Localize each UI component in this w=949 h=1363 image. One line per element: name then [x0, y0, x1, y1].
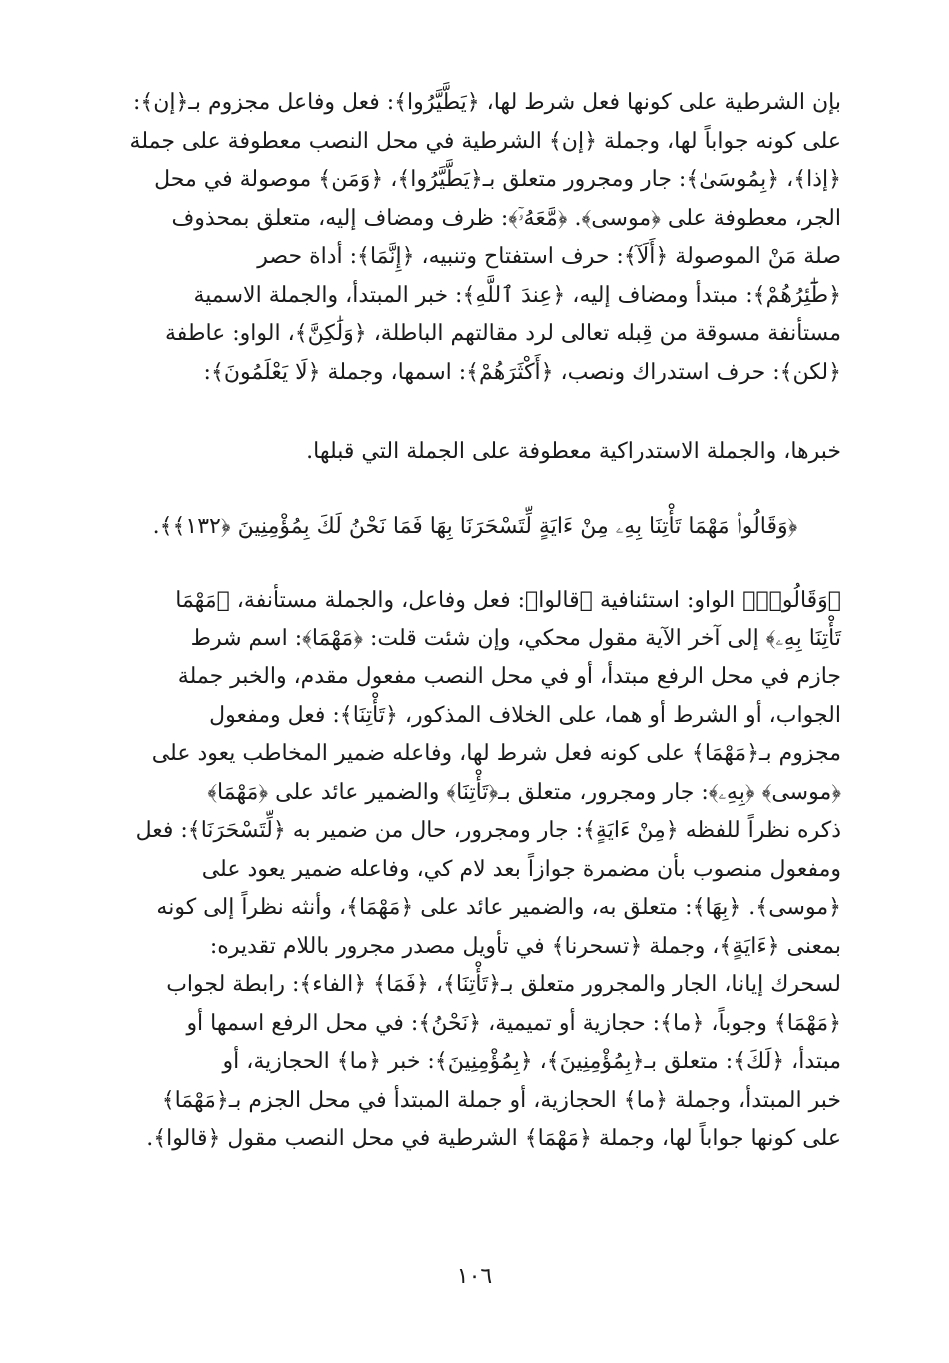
text-line: الجواب، أو الشرط أو هما، على الخلاف المذكور، ﴿تَأْتِنَا﴾: فعل ومفعول [209, 703, 841, 728]
text-line: ذكره نظراً للفظه ﴿مِنْ ءَايَةٍ﴾: جار ومجرور، حال من ضمير به ﴿لِّتَسْحَرَنَا﴾: فعل [135, 818, 841, 843]
text-line: مبتدأ، ﴿لَكَ﴾: متعلق بـ﴿بِمُؤْمِنِينَ﴾، ﴿بِمُؤْمِنِينَ﴾: خبر ﴿ما﴾ الحجازية، أو [222, 1049, 841, 1074]
verse-heading: ﴿وَقَالُوا۟ مَهْمَا تَأْتِنَا بِهِۦ مِنْ ءَايَةٍ لِّتَسْحَرَنَا بِهَا فَمَا نَحْنُ لَكَ بِمُؤْمِنِينَ ﴿١٣٢﴾﴾. [152, 514, 798, 539]
text-line: تَأْتِنَا بِهِۦ﴾ إلى آخر الآية مقول محكي، وإن شئت قلت: ﴿مَهْمَا﴾: اسم شرط [190, 626, 841, 651]
text-line: مستأنفة مسوقة من قِبله تعالى لرد مقالتهم الباطلة، ﴿وَلَٰكِنَّ﴾، الواو: عاطفة [165, 321, 841, 346]
text-line: ﴿مَهْمَا﴾ وجوباً، ﴿ما﴾: حجازية أو تميمية، ﴿نَحْنُ﴾: في محل الرفع اسمها أو [186, 1011, 841, 1036]
text-line: ﴿موسى﴾. ﴿بِهَا﴾: متعلق به، والضمير عائد على ﴿مَهْمَا﴾، وأنثه نظراً إلى كونه [156, 895, 841, 920]
page-number: ١٠٦ [456, 1264, 493, 1289]
text-line: صلة مَنْ الموصولة ﴿أَلَآ﴾: حرف استفتاح وتنبيه، ﴿إِنَّمَا﴾: أداة حصر [257, 244, 841, 269]
text-line: الجر، معطوفة على ﴿موسى﴾. ﴿مَّعَهُۥٓ﴾: ظرف ومضاف إليه، متعلق بمحذوف [171, 206, 841, 231]
text-line: على كونها جواباً لها، وجملة ﴿مَهْمَا﴾ الشرطية في محل النصب مقول ﴿قالوا﴾. [146, 1126, 841, 1151]
text-line: بإن الشرطية على كونها فعل شرط لها، ﴿يَطَّيَّرُوا﴾: فعل وفاعل مجزوم بـ﴿إن﴾: [132, 90, 841, 115]
text-line: ﴿وَقَالُوا۟﴾ الواو: استئنافية ﴿قالوا﴾: فعل وفاعل، والجملة مستأنفة، ﴿مَهْمَا [175, 588, 841, 613]
text-line: ﴿إذا﴾، ﴿بِمُوسَىٰ﴾: جار ومجرور متعلق بـ﴿يَطَّيَّرُوا﴾، ﴿وَمَن﴾ موصولة في محل [154, 167, 841, 192]
text-line: ومفعول منصوب بأن مضمرة جوازاً بعد لام كي، وفاعله ضمير يعود على [201, 857, 841, 882]
text-line: خبر المبتدأ، وجملة ﴿ما﴾ الحجازية، أو جملة المبتدأ في محل الجزم بـ﴿مَهْمَا﴾ [161, 1088, 841, 1113]
text-line: مجزوم بـ﴿مَهْمَا﴾ على كونه فعل شرط لها، وفاعله ضمير المخاطب يعود على [151, 741, 841, 766]
text-line: خبرها، والجملة الاستدراكية معطوفة على الجملة التي قبلها. [306, 439, 841, 464]
text-line: ﴿طَٰٓئِرُهُمْ﴾: مبتدأ ومضاف إليه، ﴿عِندَ ٱللَّهِ﴾: خبر المبتدأ، والجملة الاسمية [193, 283, 841, 308]
text-line: ﴿لكن﴾: حرف استدراك ونصب، ﴿أَكْثَرَهُمْ﴾: اسمها، وجملة ﴿لَا يَعْلَمُونَ﴾: [203, 360, 841, 385]
text-line: جازم في محل الرفع مبتدأ، أو في محل النصب مفعول مقدم، والخبر جملة [177, 664, 841, 689]
text-line: ﴿موسى﴾ ﴿بِهِۦ﴾: جار ومجرور، متعلق بـ﴿تَأْتِنَا﴾ والضمير عائد على ﴿مَهْمَا﴾ [207, 780, 841, 805]
text-line: على كونه جواباً لها، وجملة ﴿إن﴾ الشرطية في محل النصب معطوفة على جملة [129, 129, 841, 154]
text-line: لسحرك إيانا، الجار والمجرور متعلق بـ﴿تَأْتِنَا﴾، ﴿فَمَا﴾ ﴿الفاء﴾: رابطة لجواب [166, 972, 841, 997]
text-line: بمعنى ﴿ءَايَةٍ﴾، وجملة ﴿تسحرنا﴾ في تأويل مصدر مجرور باللام تقديره: [209, 934, 841, 959]
